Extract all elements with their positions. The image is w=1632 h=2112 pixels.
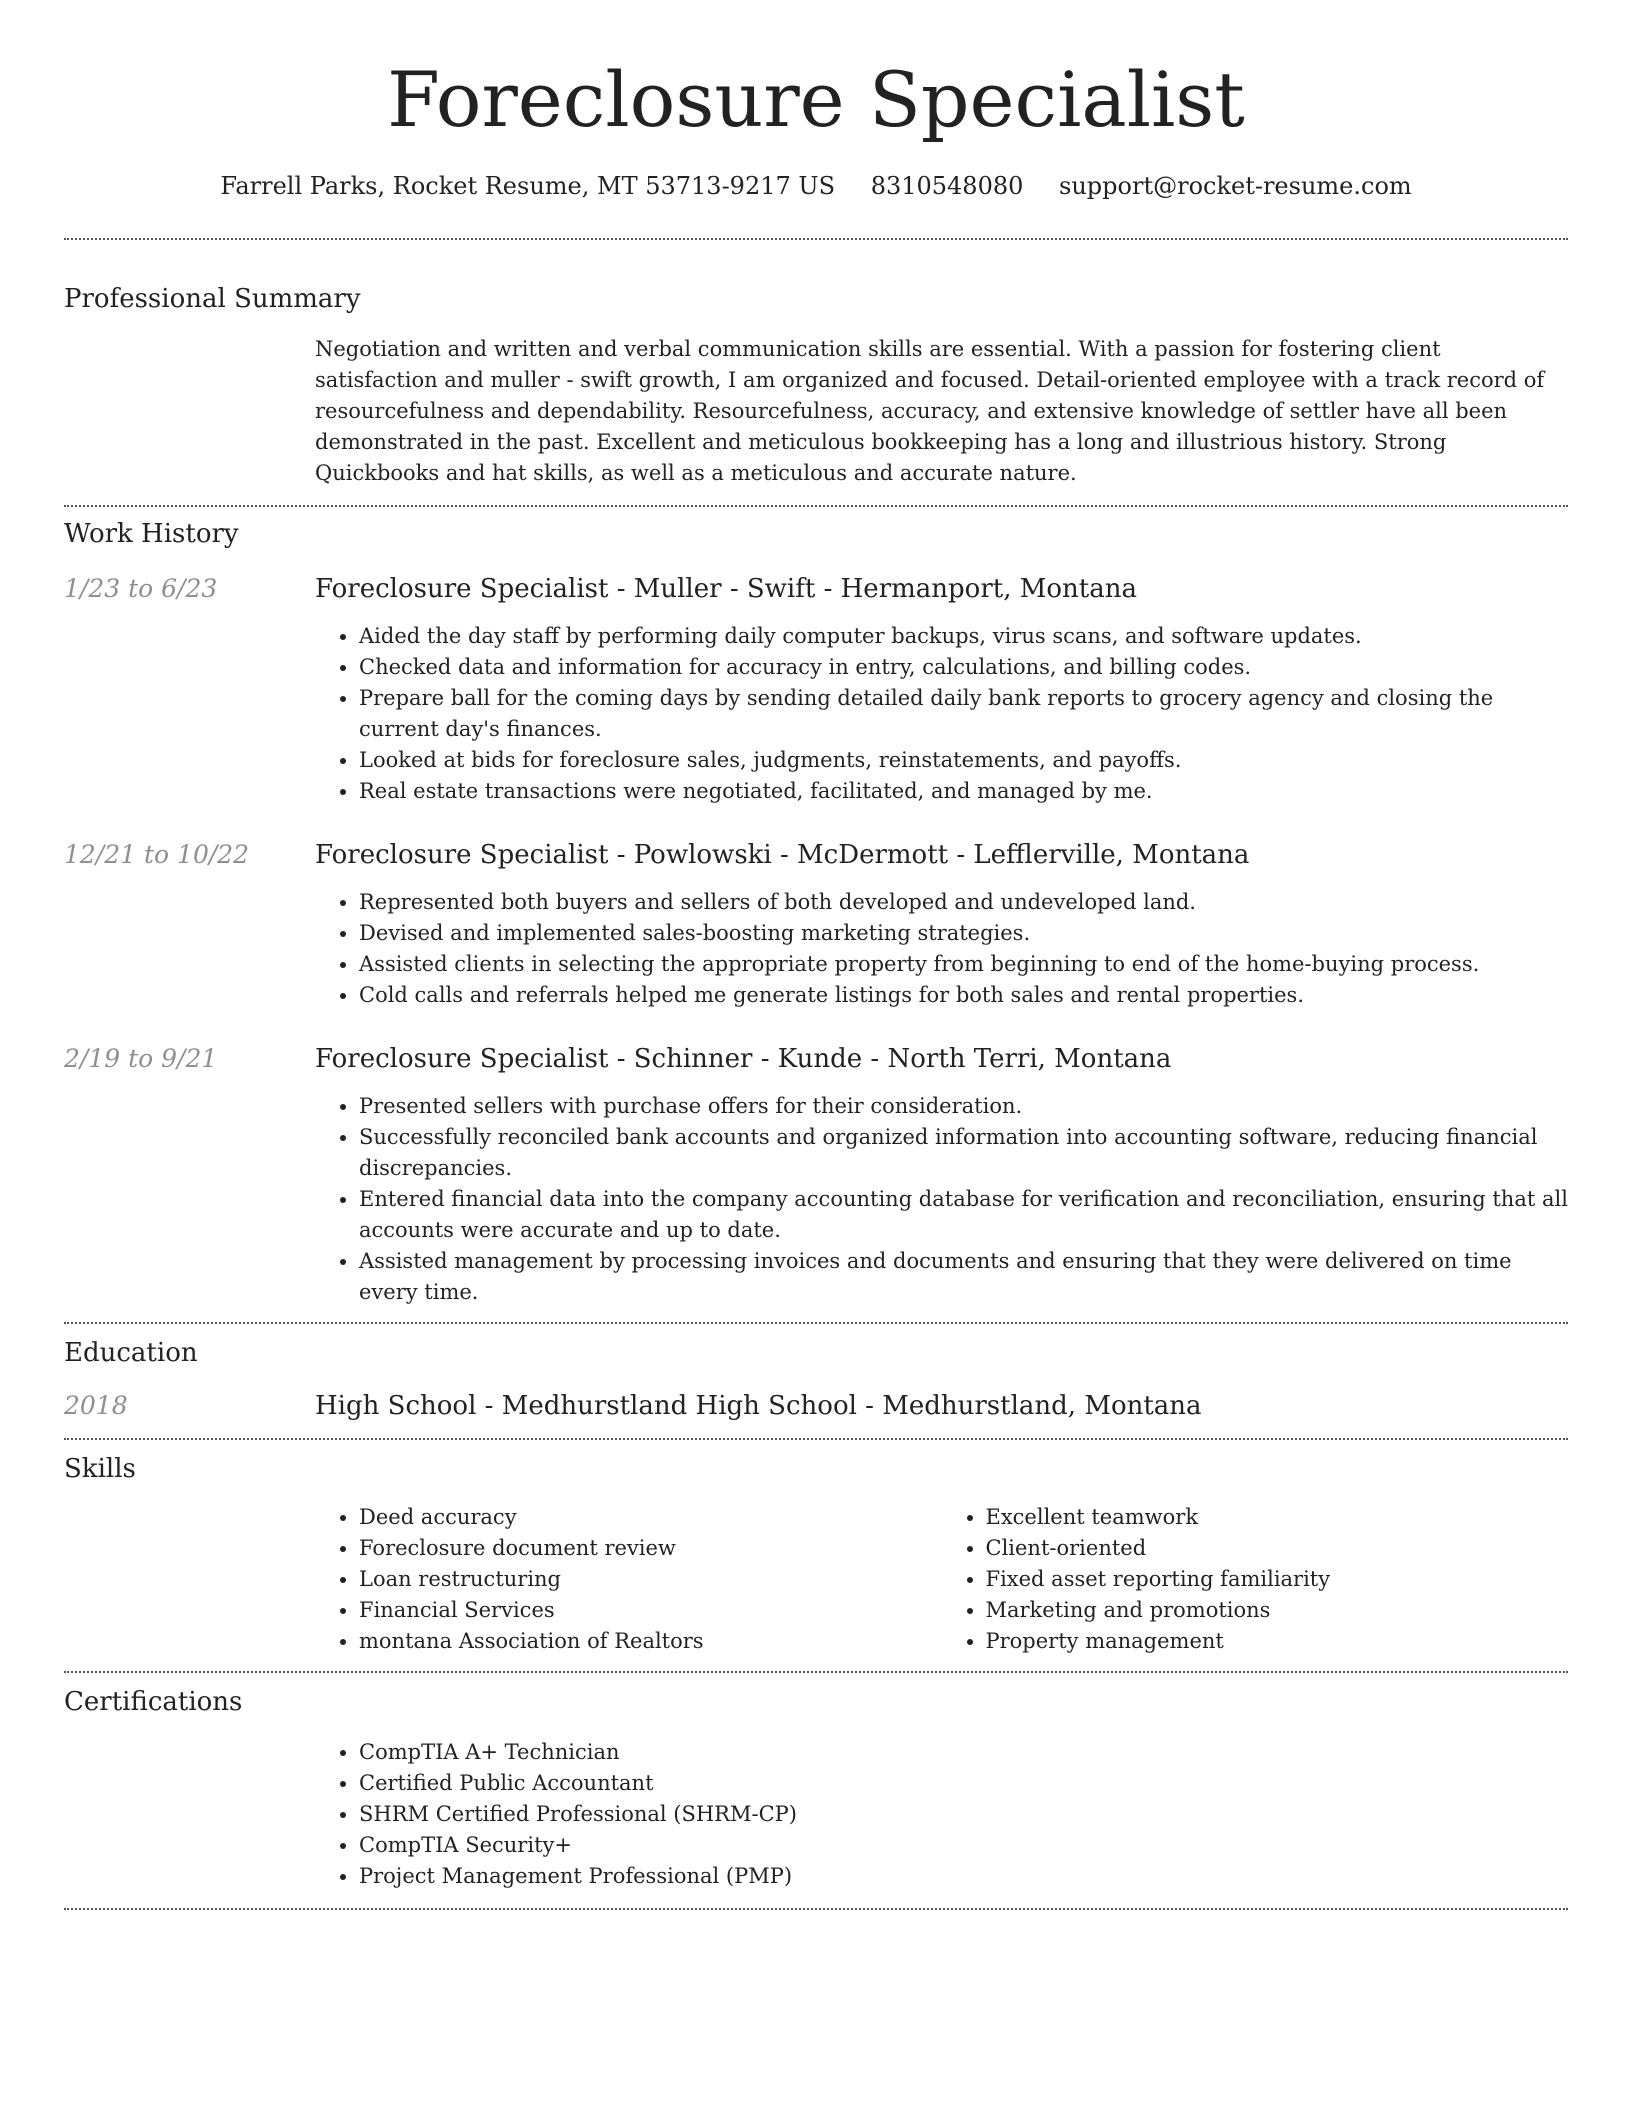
job-bullets: [315, 887, 1568, 1011]
certification-item: • Certified Public Accountant: [359, 1768, 1568, 1799]
skill-item: • Fixed asset reporting familiarity: [986, 1564, 1569, 1595]
job-bullets: [315, 1091, 1568, 1308]
skills-heading: Skills: [64, 1454, 136, 1484]
contact-phone: 8310548080: [870, 172, 1024, 200]
work-history-heading: Work History: [64, 519, 239, 549]
skill-item: • Deed accuracy: [359, 1502, 942, 1533]
job-heading: Foreclosure Specialist - Schinner - Kunde - North Terri, Montana: [315, 1044, 1172, 1074]
job-body: [315, 837, 1568, 1011]
summary-heading: Professional Summary: [64, 284, 361, 314]
section-divider: [64, 1322, 1568, 1324]
job-entry: [64, 1041, 1568, 1308]
education-body: [315, 1388, 1568, 1424]
summary-text: Negotiation and written and verbal communication skills are essential. With a passion for fostering client satisfaction and muller - swift growth, I am organized and focused. Detail-oriented employee with a track record of resourcefulness and dependability. Resourcefulness, accuracy, and extensive knowledge of settler have all been demonstrated in the past. Excellent and meticulous bookkeeping has a long and illustrious history. Strong Quickbooks and hat skills, as well as a meticulous and accurate nature.: [315, 337, 1545, 485]
skill-item: • montana Association of Realtors: [359, 1626, 942, 1657]
job-bullet: • Assisted management by processing invoices and documents and ensuring that they were delivered on time every time.: [359, 1246, 1568, 1308]
job-dates: 12/21 to 10/22: [64, 840, 250, 869]
section-divider: [64, 238, 1568, 240]
job-heading: Foreclosure Specialist - Powlowski - McDermott - Lefflerville, Montana: [315, 840, 1250, 870]
skill-item: • Foreclosure document review: [359, 1533, 942, 1564]
education-heading-line: High School - Medhurstland High School - Medhurstland, Montana: [315, 1391, 1202, 1421]
job-dates: 1/23 to 6/23: [64, 574, 218, 603]
certifications-heading: Certifications: [64, 1687, 243, 1717]
skill-item: • Loan restructuring: [359, 1564, 942, 1595]
job-bullet: • Looked at bids for foreclosure sales, judgments, reinstatements, and payoffs.: [359, 745, 1568, 776]
job-bullet: • Cold calls and referrals helped me generate listings for both sales and rental properties.: [359, 980, 1568, 1011]
section-divider: [64, 1671, 1568, 1673]
skills-column-left: [315, 1502, 942, 1657]
job-bullet: • Assisted clients in selecting the appropriate property from beginning to end of the home-buying process.: [359, 949, 1568, 980]
education-entry: [64, 1388, 1568, 1424]
section-divider: [64, 1908, 1568, 1910]
section-divider: [64, 505, 1568, 507]
job-heading: Foreclosure Specialist - Muller - Swift - Hermanport, Montana: [315, 574, 1137, 604]
contact-line: [64, 168, 1568, 204]
certification-item: • CompTIA Security+: [359, 1830, 1568, 1861]
skills-grid: [315, 1502, 1568, 1657]
contact-email: support@rocket-resume.com: [1059, 172, 1412, 200]
skills-column-right: [942, 1502, 1569, 1657]
job-bullet: • Checked data and information for accuracy in entry, calculations, and billing codes.: [359, 652, 1568, 683]
job-bullet: • Devised and implemented sales-boosting marketing strategies.: [359, 918, 1568, 949]
skill-item: • Client-oriented: [986, 1533, 1569, 1564]
job-bullet: • Successfully reconciled bank accounts and organized information into accounting software, reducing financial discrepancies.: [359, 1122, 1568, 1184]
job-bullets: [315, 621, 1568, 807]
page-title: Foreclosure Specialist: [387, 55, 1245, 144]
job-bullet: • Represented both buyers and sellers of both developed and undeveloped land.: [359, 887, 1568, 918]
job-dates: 2/19 to 9/21: [64, 1044, 218, 1073]
certification-item: • CompTIA A+ Technician: [359, 1737, 1568, 1768]
certification-item: • SHRM Certified Professional (SHRM-CP): [359, 1799, 1568, 1830]
job-bullet: • Real estate transactions were negotiated, facilitated, and managed by me.: [359, 776, 1568, 807]
job-bullet: • Entered financial data into the company accounting database for verification and reconciliation, ensuring that all accounts were accurate and up to date.: [359, 1184, 1568, 1246]
job-entry: [64, 571, 1568, 807]
skill-item: • Marketing and promotions: [986, 1595, 1569, 1626]
skill-item: • Excellent teamwork: [986, 1502, 1569, 1533]
job-body: [315, 1041, 1568, 1308]
education-heading: Education: [64, 1338, 198, 1368]
job-bullet: • Presented sellers with purchase offers for their consideration.: [359, 1091, 1568, 1122]
section-divider: [64, 1438, 1568, 1440]
job-bullet: • Aided the day staff by performing daily computer backups, virus scans, and software updates.: [359, 621, 1568, 652]
certification-item: • Project Management Professional (PMP): [359, 1861, 1568, 1892]
job-body: [315, 571, 1568, 807]
certifications-list: [315, 1737, 1568, 1892]
job-bullet: • Prepare ball for the coming days by sending detailed daily bank reports to grocery agency and closing the current day's finances.: [359, 683, 1568, 745]
skill-item: • Property management: [986, 1626, 1569, 1657]
job-entry: [64, 837, 1568, 1011]
education-year: 2018: [64, 1391, 128, 1420]
contact-address: Farrell Parks, Rocket Resume, MT 53713-9217 US: [220, 172, 836, 200]
skill-item: • Financial Services: [359, 1595, 942, 1626]
